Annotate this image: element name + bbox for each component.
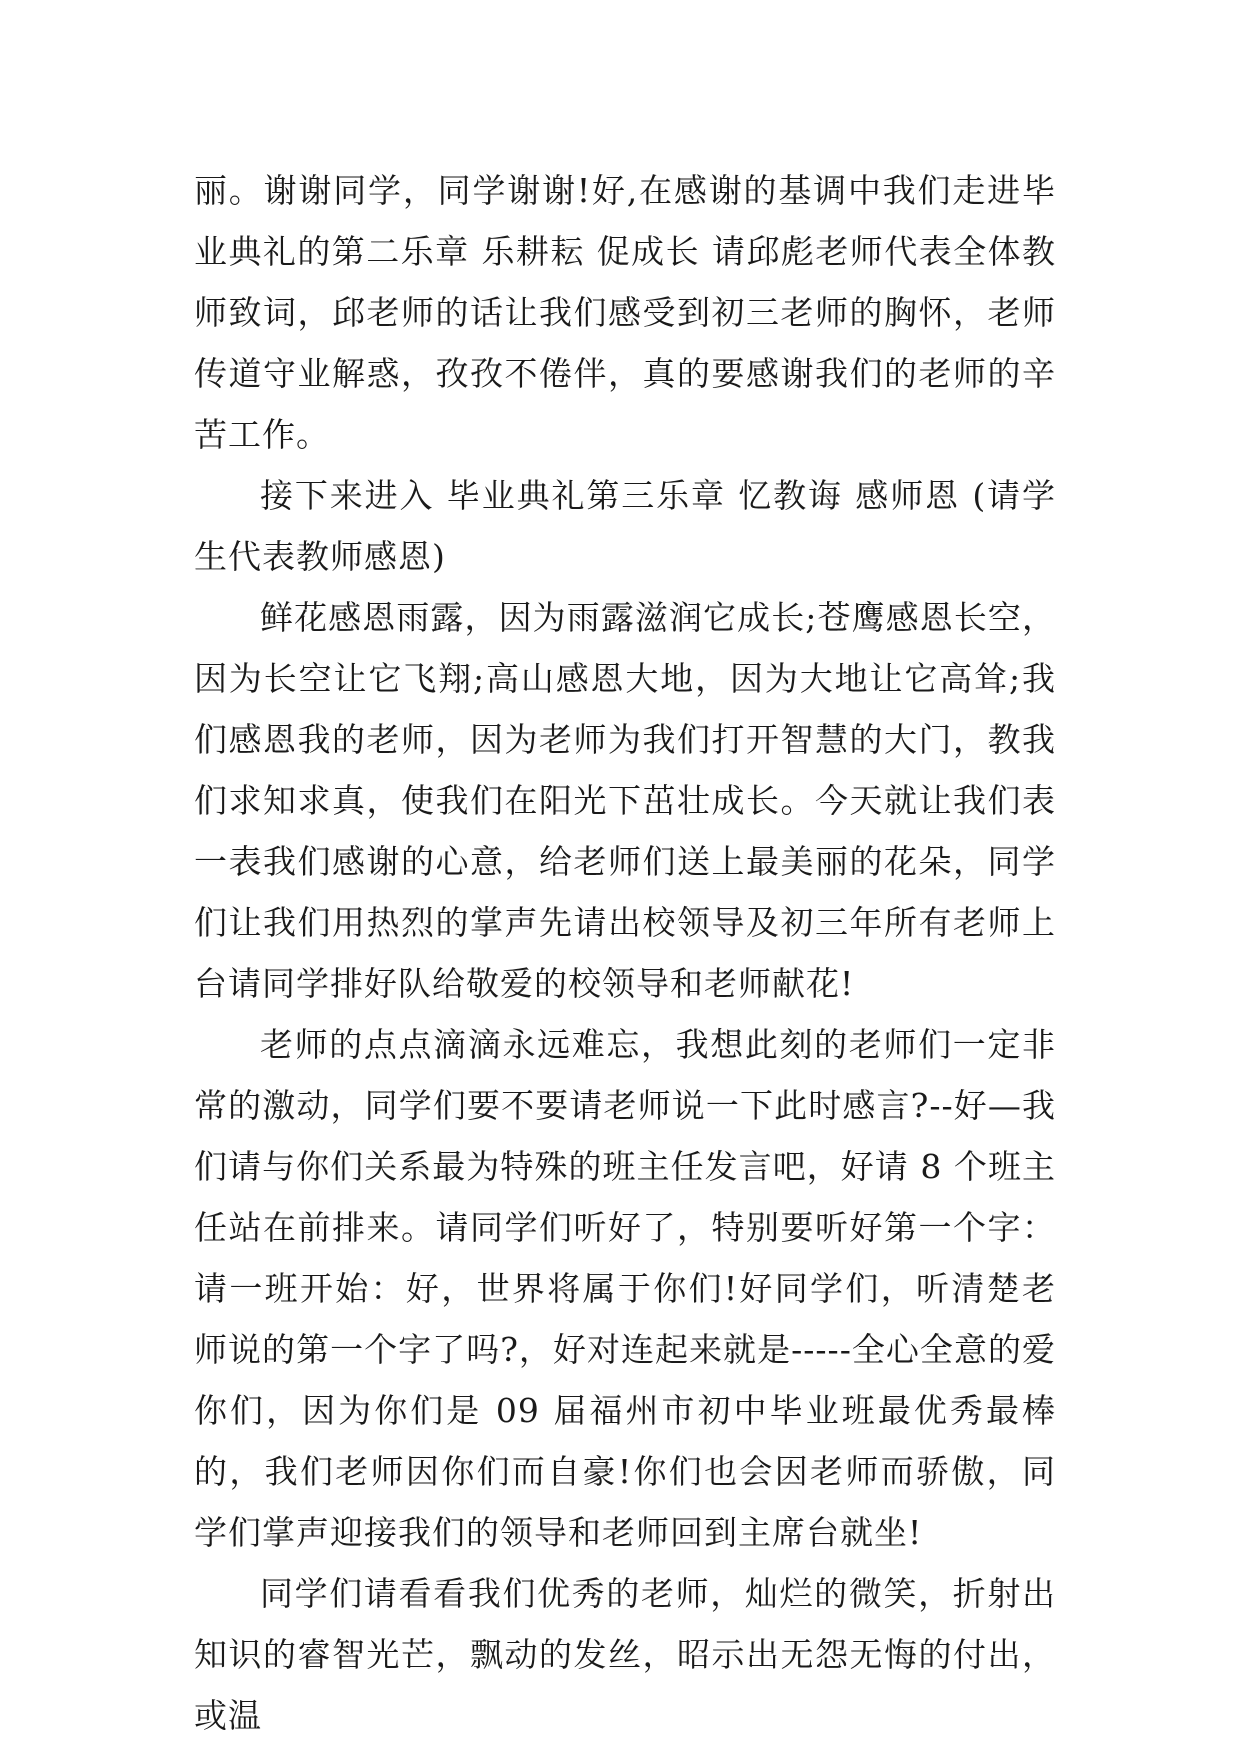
document-body (194, 160, 1056, 1746)
paragraph-continuation: 丽。谢谢同学，同学谢谢!好,在感谢的基调中我们走进毕业典礼的第二乐章 乐耕耘 促成长 请邱彪老师代表全体教师致词，邱老师的话让我们感受到初三老师的胸怀，老师传道守业解惑，孜孜不倦伴，真的要感谢我们的老师的辛苦工作。 (194, 171, 1056, 454)
paragraph-excellent-teachers: 同学们请看看我们优秀的老师，灿烂的微笑，折射出知识的睿智光芒，飘动的发丝，昭示出无怨无悔的付出，或温 (194, 1574, 1056, 1735)
paragraph-gratitude-flowers: 鲜花感恩雨露，因为雨露滋润它成长;苍鹰感恩长空，因为长空让它飞翔;高山感恩大地，因为大地让它高耸;我们感恩我的老师，因为老师为我们打开智慧的大门，教我们求知求真，使我们在阳光下茁壮成长。今天就让我们表一表我们感谢的心意，给老师们送上最美丽的花朵，同学们让我们用热烈的掌声先请出校领导及初三年所有老师上台请同学排好队给敬爱的校领导和老师献花! (194, 598, 1056, 1003)
paragraph-third-movement-intro: 接下来进入 毕业典礼第三乐章 忆教诲 感师恩 (请学生代表教师感恩) (194, 476, 1056, 576)
paragraph-teacher-remarks: 老师的点点滴滴永远难忘，我想此刻的老师们一定非常的激动，同学们要不要请老师说一下此时感言?--好—我们请与你们关系最为特殊的班主任发言吧，好请 8 个班主任站在前排来。请同学们听好了，特别要听好第一个字：请一班开始：好，世界将属于你们!好同学们，听清楚老师说的第一个字了吗?，好对连起来就是-----全心全意的爱你们，因为你们是 09 届福州市初中毕业班最优秀最棒的，我们老师因你们而自豪!你们也会因老师而骄傲，同学们掌声迎接我们的领导和老师回到主席台就坐! (194, 1025, 1056, 1552)
